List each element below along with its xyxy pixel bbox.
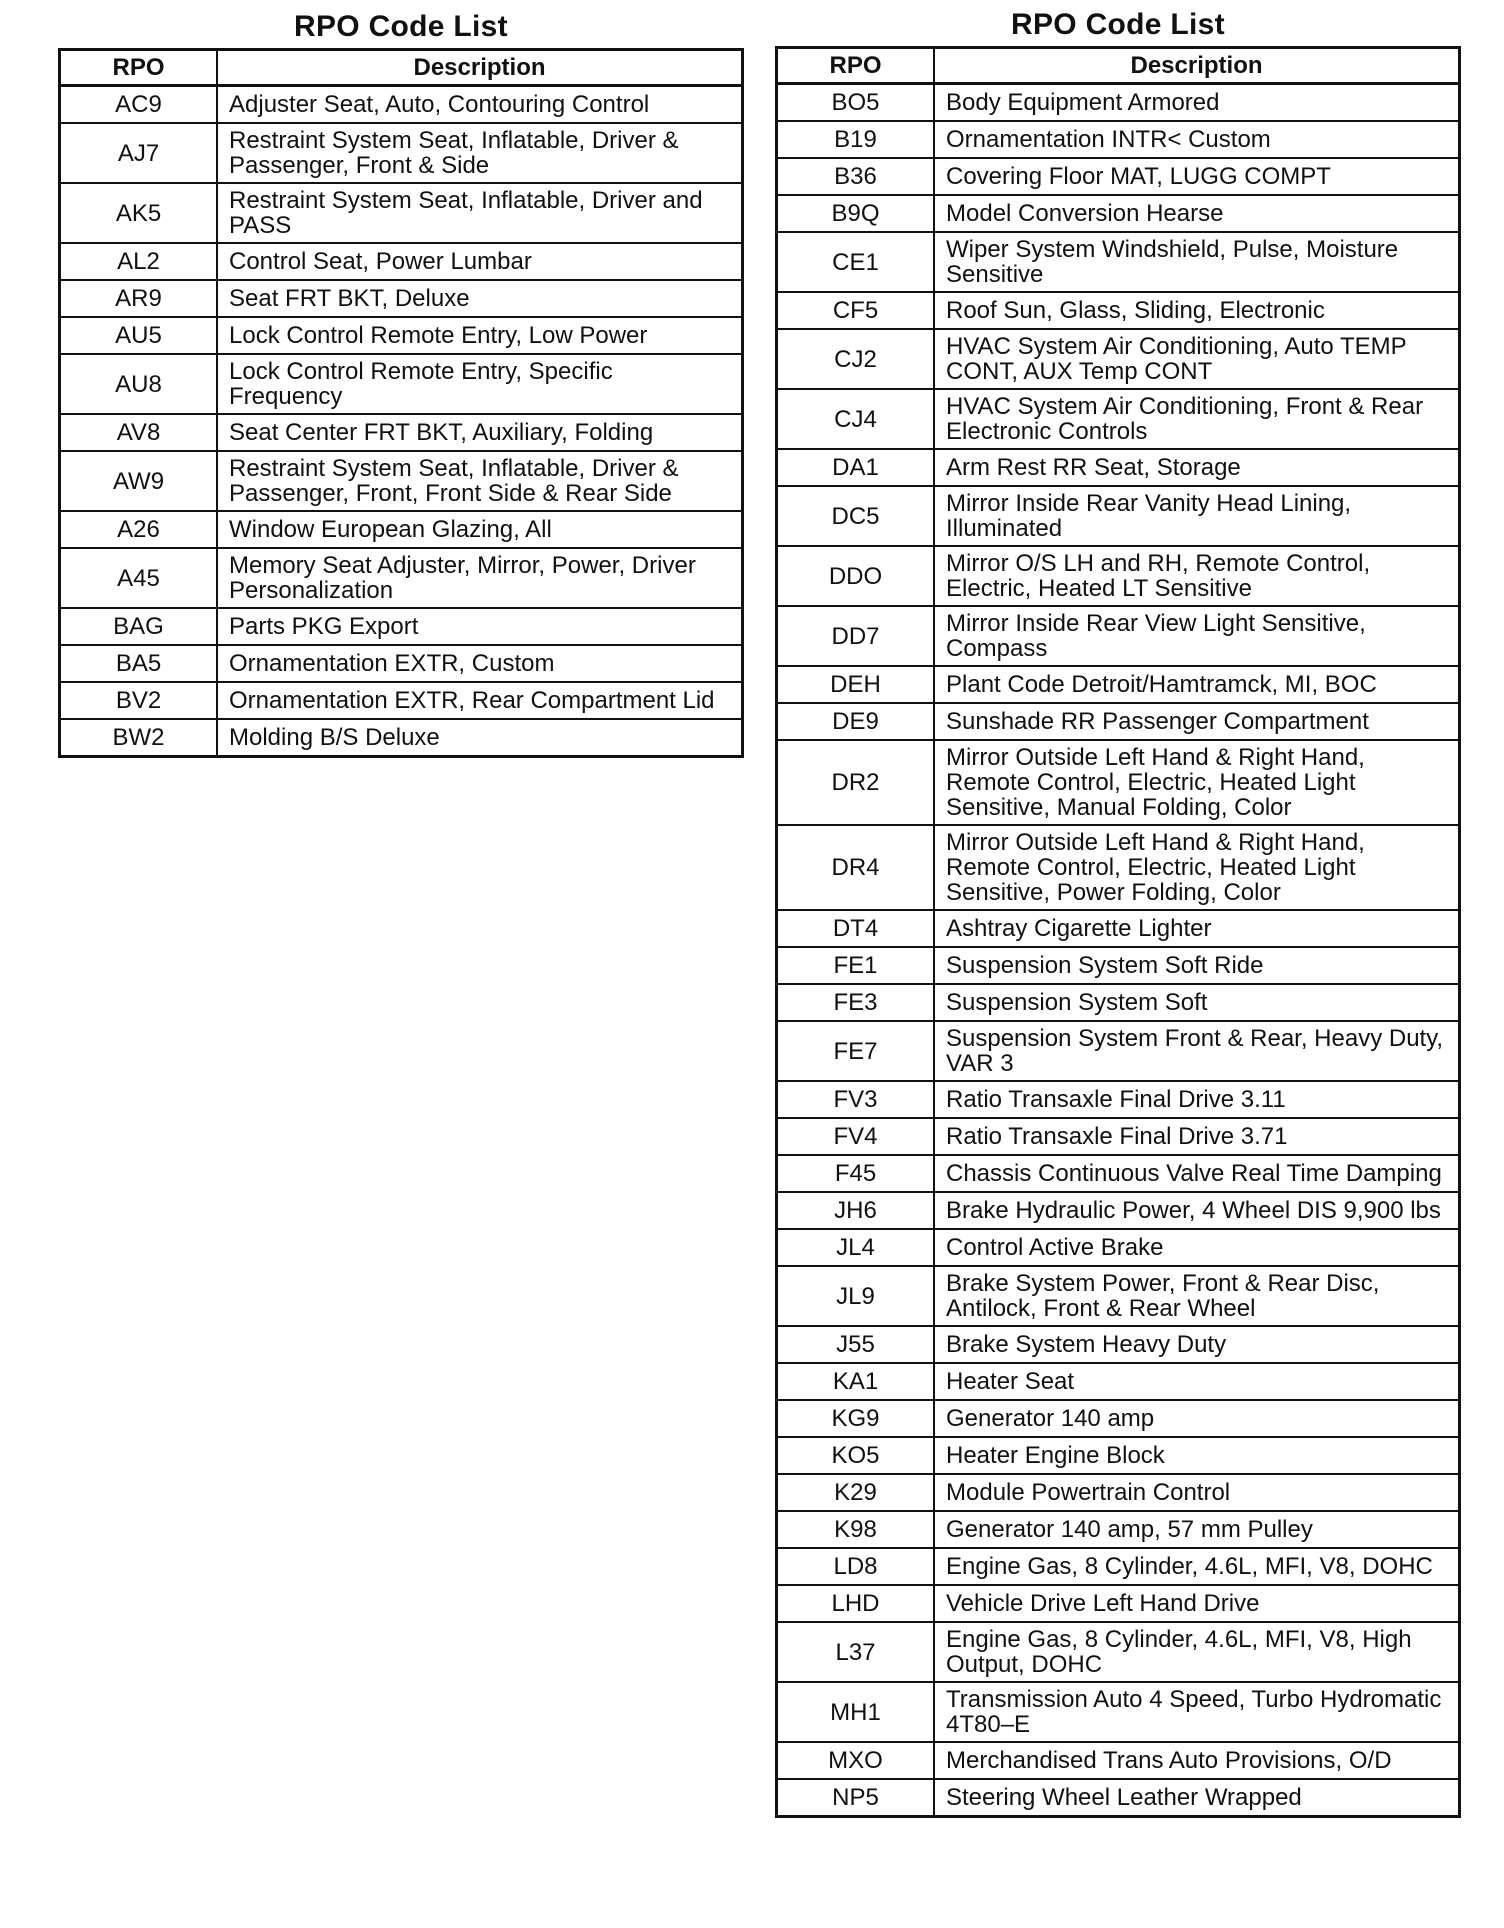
description-cell: Window European Glazing, All [217,511,743,548]
rpo-code-cell: DA1 [777,449,935,486]
table-row [60,682,743,719]
rpo-code-cell: AV8 [60,414,218,451]
description-cell: Ornamentation EXTR, Rear Compartment Lid [217,682,743,719]
table-row [60,608,743,645]
table-row [777,1326,1460,1363]
rpo-code-cell: KA1 [777,1363,935,1400]
description-cell: Generator 140 amp [934,1400,1460,1437]
table-row [777,1474,1460,1511]
rpo-code-cell: AW9 [60,451,218,511]
description-cell: Mirror O/S LH and RH, Remote Control, Electric, Heated LT Sensitive [934,546,1460,606]
description-cell: Lock Control Remote Entry, Low Power [217,317,743,354]
description-cell: Mirror Outside Left Hand & Right Hand, Remote Control, Electric, Heated Light Sensitive, Manual Folding, Color [934,740,1460,825]
table-row [60,317,743,354]
rpo-code-cell: FV4 [777,1118,935,1155]
table-row [777,825,1460,910]
column-header-rpo: RPO [777,48,935,84]
table-row [777,1400,1460,1437]
rpo-code-cell: FE3 [777,984,935,1021]
rpo-code-cell: K98 [777,1511,935,1548]
rpo-code-cell: AU5 [60,317,218,354]
description-cell: Control Seat, Power Lumbar [217,243,743,280]
rpo-code-cell: AL2 [60,243,218,280]
table-row [60,451,743,511]
table-row [777,121,1460,158]
rpo-code-cell: AR9 [60,280,218,317]
table-row [777,1118,1460,1155]
rpo-code-cell: BO5 [777,84,935,122]
rpo-code-cell: MH1 [777,1682,935,1742]
table-row [777,666,1460,703]
table-row [60,123,743,183]
rpo-code-cell: AK5 [60,183,218,243]
rpo-code-cell: B36 [777,158,935,195]
table-row [60,719,743,757]
description-cell: Chassis Continuous Valve Real Time Damping [934,1155,1460,1192]
table-row [777,195,1460,232]
rpo-table-right [775,46,1461,1818]
rpo-code-cell: KG9 [777,1400,935,1437]
table-row [777,1021,1460,1081]
rpo-code-cell: BA5 [60,645,218,682]
rpo-code-list-left [58,8,744,758]
description-cell: Lock Control Remote Entry, Specific Frequency [217,354,743,414]
description-cell: Restraint System Seat, Inflatable, Driver and PASS [217,183,743,243]
rpo-code-cell: B9Q [777,195,935,232]
description-cell: Covering Floor MAT, LUGG COMPT [934,158,1460,195]
description-cell: Control Active Brake [934,1229,1460,1266]
description-cell: Suspension System Soft [934,984,1460,1021]
rpo-code-cell: A26 [60,511,218,548]
description-cell: Suspension System Front & Rear, Heavy Duty, VAR 3 [934,1021,1460,1081]
table-row [777,329,1460,389]
description-cell: Roof Sun, Glass, Sliding, Electronic [934,292,1460,329]
table-row [777,232,1460,292]
table-row [777,1779,1460,1817]
rpo-code-cell: FV3 [777,1081,935,1118]
table-row [60,354,743,414]
description-cell: Restraint System Seat, Inflatable, Driver & Passenger, Front, Front Side & Rear Side [217,451,743,511]
description-cell: Restraint System Seat, Inflatable, Driver & Passenger, Front & Side [217,123,743,183]
page-title: RPO Code List [1011,8,1225,41]
rpo-table-left [58,48,744,758]
table-row [777,1155,1460,1192]
description-cell: Sunshade RR Passenger Compartment [934,703,1460,740]
table-row [777,984,1460,1021]
table-row [777,1266,1460,1326]
table-row [777,1548,1460,1585]
table-row [777,546,1460,606]
description-cell: Memory Seat Adjuster, Mirror, Power, Driver Personalization [217,548,743,608]
description-cell: Plant Code Detroit/Hamtramck, MI, BOC [934,666,1460,703]
rpo-code-cell: CJ4 [777,389,935,449]
description-cell: Generator 140 amp, 57 mm Pulley [934,1511,1460,1548]
rpo-code-list-right [775,6,1461,1818]
description-cell: Seat FRT BKT, Deluxe [217,280,743,317]
table-row [60,548,743,608]
description-cell: Mirror Outside Left Hand & Right Hand, Remote Control, Electric, Heated Light Sensitive, Power Folding, Color [934,825,1460,910]
rpo-code-cell: AJ7 [60,123,218,183]
page-title: RPO Code List [294,10,508,43]
rpo-code-cell: AC9 [60,86,218,124]
table-row [777,1511,1460,1548]
table-row [777,1742,1460,1779]
table-row [777,1585,1460,1622]
table-row [777,449,1460,486]
rpo-code-cell: LHD [777,1585,935,1622]
table-row [777,1437,1460,1474]
rpo-code-cell: NP5 [777,1779,935,1817]
table-row [777,292,1460,329]
description-cell: Body Equipment Armored [934,84,1460,122]
rpo-code-cell: AU8 [60,354,218,414]
rpo-code-cell: K29 [777,1474,935,1511]
rpo-code-cell: BV2 [60,682,218,719]
description-cell: Model Conversion Hearse [934,195,1460,232]
table-header-row [777,48,1460,84]
table-row [777,1622,1460,1682]
rpo-code-cell: CE1 [777,232,935,292]
description-cell: Heater Engine Block [934,1437,1460,1474]
description-cell: Vehicle Drive Left Hand Drive [934,1585,1460,1622]
description-cell: Heater Seat [934,1363,1460,1400]
rpo-code-cell: DR2 [777,740,935,825]
description-cell: HVAC System Air Conditioning, Auto TEMP CONT, AUX Temp CONT [934,329,1460,389]
rpo-code-cell: FE7 [777,1021,935,1081]
table-row [777,947,1460,984]
rpo-code-cell: DC5 [777,486,935,546]
table-row [777,910,1460,947]
description-cell: Wiper System Windshield, Pulse, Moisture Sensitive [934,232,1460,292]
table-row [777,1229,1460,1266]
rpo-code-cell: DD7 [777,606,935,666]
table-row [777,1081,1460,1118]
table-row [777,389,1460,449]
description-cell: Transmission Auto 4 Speed, Turbo Hydromatic 4T80–E [934,1682,1460,1742]
description-cell: Ashtray Cigarette Lighter [934,910,1460,947]
description-cell: Mirror Inside Rear Vanity Head Lining, Illuminated [934,486,1460,546]
rpo-code-cell: DEH [777,666,935,703]
rpo-code-cell: DE9 [777,703,935,740]
description-cell: Ratio Transaxle Final Drive 3.11 [934,1081,1460,1118]
rpo-code-cell: DR4 [777,825,935,910]
table-row [777,703,1460,740]
description-cell: Mirror Inside Rear View Light Sensitive, Compass [934,606,1460,666]
description-cell: Suspension System Soft Ride [934,947,1460,984]
rpo-code-cell: CF5 [777,292,935,329]
rpo-code-cell: F45 [777,1155,935,1192]
rpo-code-cell: KO5 [777,1437,935,1474]
description-cell: Parts PKG Export [217,608,743,645]
table-row [777,606,1460,666]
table-row [777,486,1460,546]
rpo-code-cell: CJ2 [777,329,935,389]
table-row [60,280,743,317]
table-row [777,1363,1460,1400]
description-cell: Engine Gas, 8 Cylinder, 4.6L, MFI, V8, DOHC [934,1548,1460,1585]
description-cell: Ratio Transaxle Final Drive 3.71 [934,1118,1460,1155]
description-cell: Brake System Power, Front & Rear Disc, Antilock, Front & Rear Wheel [934,1266,1460,1326]
table-row [60,183,743,243]
rpo-code-cell: LD8 [777,1548,935,1585]
description-cell: Merchandised Trans Auto Provisions, O/D [934,1742,1460,1779]
description-cell: Adjuster Seat, Auto, Contouring Control [217,86,743,124]
table-row [777,158,1460,195]
description-cell: Steering Wheel Leather Wrapped [934,1779,1460,1817]
description-cell: Engine Gas, 8 Cylinder, 4.6L, MFI, V8, High Output, DOHC [934,1622,1460,1682]
rpo-code-cell: J55 [777,1326,935,1363]
description-cell: Ornamentation EXTR, Custom [217,645,743,682]
table-row [60,414,743,451]
rpo-code-cell: A45 [60,548,218,608]
rpo-code-cell: MXO [777,1742,935,1779]
description-cell: Seat Center FRT BKT, Auxiliary, Folding [217,414,743,451]
column-header-rpo: RPO [60,50,218,86]
table-body [777,84,1460,1817]
table-body [60,86,743,757]
rpo-code-cell: JL9 [777,1266,935,1326]
column-header-description: Description [217,50,743,86]
table-row [777,1682,1460,1742]
rpo-code-cell: L37 [777,1622,935,1682]
table-row [60,86,743,124]
rpo-code-cell: DDO [777,546,935,606]
description-cell: Molding B/S Deluxe [217,719,743,757]
table-row [777,84,1460,122]
rpo-code-cell: DT4 [777,910,935,947]
description-cell: Ornamentation INTR< Custom [934,121,1460,158]
rpo-code-cell: BW2 [60,719,218,757]
description-cell: Brake System Heavy Duty [934,1326,1460,1363]
rpo-code-cell: B19 [777,121,935,158]
description-cell: Arm Rest RR Seat, Storage [934,449,1460,486]
table-row [60,645,743,682]
table-row [60,243,743,280]
rpo-code-cell: FE1 [777,947,935,984]
table-row [60,511,743,548]
description-cell: HVAC System Air Conditioning, Front & Rear Electronic Controls [934,389,1460,449]
rpo-code-cell: JL4 [777,1229,935,1266]
rpo-code-cell: JH6 [777,1192,935,1229]
description-cell: Module Powertrain Control [934,1474,1460,1511]
table-row [777,740,1460,825]
rpo-code-cell: BAG [60,608,218,645]
description-cell: Brake Hydraulic Power, 4 Wheel DIS 9,900 lbs [934,1192,1460,1229]
table-row [777,1192,1460,1229]
column-header-description: Description [934,48,1460,84]
table-header-row [60,50,743,86]
